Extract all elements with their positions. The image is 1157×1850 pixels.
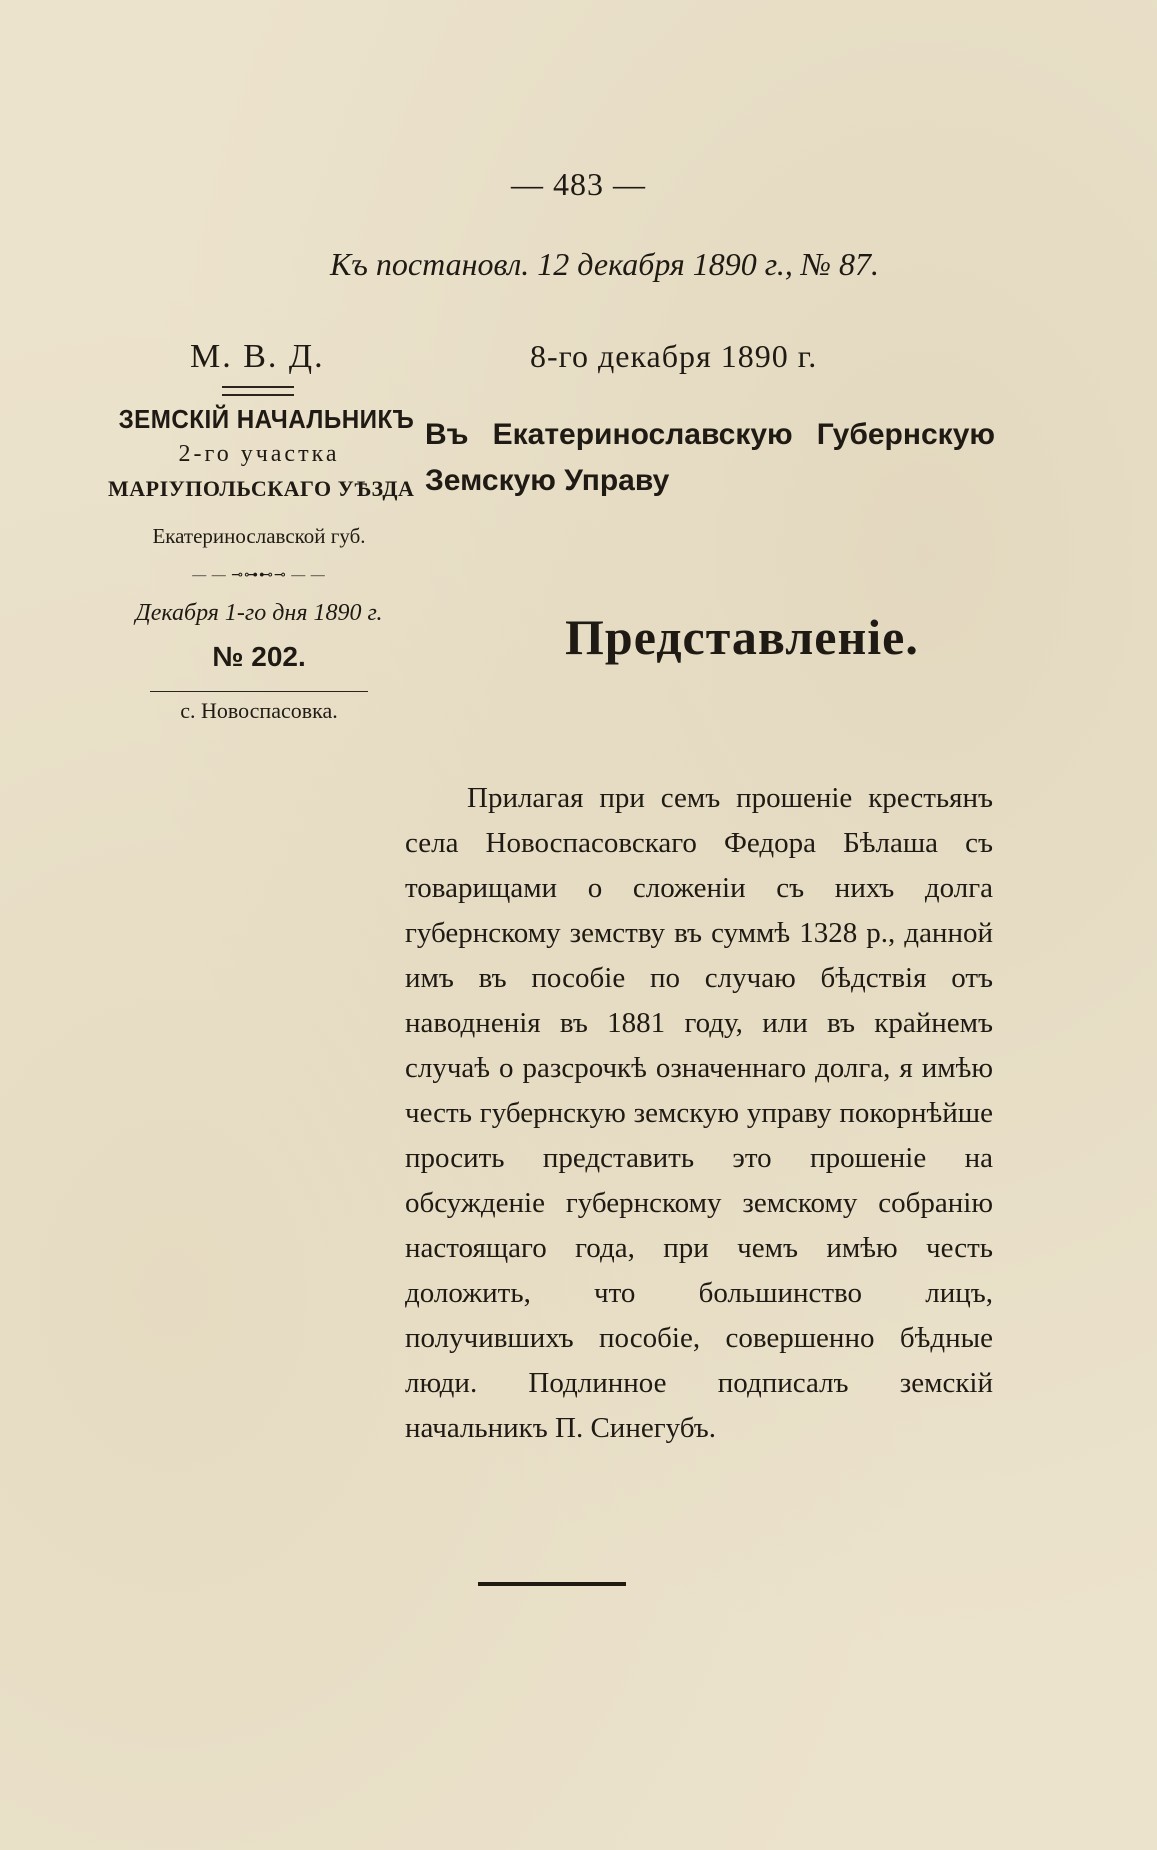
sender-guberniya: Екатеринославской губ.	[152, 524, 366, 548]
document-date: 8-го декабря 1890 г.	[530, 338, 818, 374]
addressee: Въ Екатеринославскую Губернскую Земскую Управу	[425, 418, 995, 497]
resolution-reference: Къ постановл. 12 декабря 1890 г., № 87.	[330, 246, 880, 282]
sender-office: ЗЕМСКІЙ НАЧАЛЬНИКЪ	[118, 404, 415, 434]
sender-date: Декабря 1-го дня 1890 г.	[135, 600, 383, 626]
sender-uezd: МАРІУПОЛЬСКАГО УѢЗДА	[108, 476, 415, 501]
page-number: — 483 —	[511, 166, 646, 202]
number-underline	[150, 691, 368, 692]
sender-block	[108, 404, 415, 724]
ministry-abbreviation: М. В. Д.	[190, 338, 325, 375]
document-heading: Представленіе.	[565, 609, 919, 665]
ornament-divider: — — ⊸⊶⊷⊸ — —	[192, 568, 326, 583]
end-rule	[478, 1582, 626, 1586]
sender-village: с. Новоспасовка.	[180, 698, 338, 723]
body-paragraph: Прилагая при семъ прошеніе крестьянъ села Новоспасовскаго Федора Бѣлаша съ товарищами о сложеніи съ нихъ долга губернскому земству въ суммѣ 1328 р., данной имъ въ пособіе по случаю бѣдствія отъ наводненія въ 1881 году, или въ крайнемъ случаѣ о разсрочкѣ означеннаго долга, я имѣю честь губернскую земскую управу покорнѣйше просить представить это прошеніе на обсужденіе губернскому земскому собранію настоящаго года, при чемъ имѣю честь доложить, что большинство лицъ, получившихъ пособіе, совершенно бѣдные люди. Подлинное подписалъ земскій начальникъ П. Синегубъ.	[405, 782, 993, 1444]
document-number: № 202.	[212, 641, 306, 672]
double-rule-divider	[222, 386, 294, 396]
sender-district: 2-го участка	[178, 441, 340, 467]
